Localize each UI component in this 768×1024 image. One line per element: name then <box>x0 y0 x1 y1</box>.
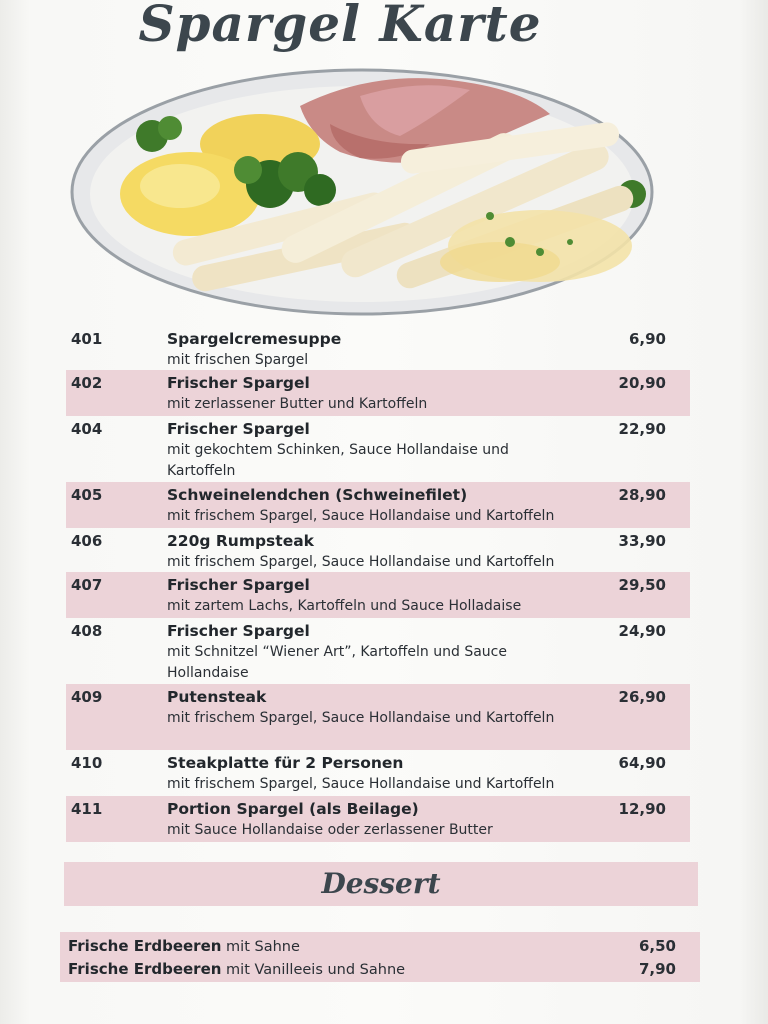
item-price: 64,90 <box>618 754 666 772</box>
item-price: 20,90 <box>618 374 666 392</box>
item-description: mit frischem Spargel, Sauce Hollandaise und Kartoffeln <box>167 554 555 570</box>
item-description: mit gekochtem Schinken, Sauce Hollandaise und Kartoffeln <box>167 442 509 479</box>
item-description: mit frischem Spargel, Sauce Hollandaise und Kartoffeln <box>167 776 555 792</box>
item-price: 33,90 <box>618 532 666 550</box>
menu-item-411 <box>66 796 690 842</box>
item-name: Portion Spargel (als Beilage) <box>167 800 419 818</box>
menu-title: Spargel Karte <box>138 0 542 53</box>
item-price: 28,90 <box>618 486 666 504</box>
dessert-item-price: 7,90 <box>638 960 676 978</box>
item-price: 22,90 <box>618 420 666 438</box>
dessert-item-name: Frische Erdbeeren <box>68 937 222 955</box>
dessert-list <box>60 932 700 982</box>
item-price: 24,90 <box>618 622 666 640</box>
asparagus-dish-image <box>70 66 654 318</box>
item-name: Steakplatte für 2 Personen <box>167 754 404 772</box>
menu-item-401 <box>66 326 690 370</box>
dessert-item-description: mit Vanilleeis und Sahne <box>221 962 406 978</box>
item-name: Frischer Spargel <box>167 622 310 640</box>
dessert-item-description: mit Sahne <box>221 939 300 955</box>
menu-list <box>66 326 690 842</box>
item-name: Schweinelendchen (Schweinefilet) <box>167 486 468 504</box>
item-number: 410 <box>71 754 103 772</box>
menu-item-404 <box>66 416 690 482</box>
menu-item-409 <box>66 684 690 750</box>
item-number: 411 <box>71 800 103 818</box>
item-name: Frischer Spargel <box>167 420 310 438</box>
item-name: 220g Rumpsteak <box>167 532 314 550</box>
item-description: mit zartem Lachs, Kartoffeln und Sauce Holladaise <box>167 598 522 614</box>
menu-item-405 <box>66 482 690 528</box>
item-price: 6,90 <box>628 330 666 348</box>
item-name: Putensteak <box>167 688 267 706</box>
item-name: Frischer Spargel <box>167 576 310 594</box>
item-number: 407 <box>71 576 103 594</box>
item-description: mit frischem Spargel, Sauce Hollandaise und Kartoffeln <box>167 710 555 726</box>
item-number: 409 <box>71 688 103 706</box>
item-number: 402 <box>71 374 103 392</box>
item-number: 401 <box>71 330 103 348</box>
menu-item-408 <box>66 618 690 684</box>
item-number: 404 <box>71 420 103 438</box>
item-description: mit zerlassener Butter und Kartoffeln <box>167 396 428 412</box>
dessert-item-price: 6,50 <box>638 937 676 955</box>
menu-item-402 <box>66 370 690 416</box>
item-name: Frischer Spargel <box>167 374 310 392</box>
item-price: 29,50 <box>618 576 666 594</box>
item-description: mit frischem Spargel, Sauce Hollandaise und Kartoffeln <box>167 508 555 524</box>
item-description: mit frischen Spargel <box>167 352 309 368</box>
item-description: mit Sauce Hollandaise oder zerlassener Butter <box>167 822 493 838</box>
menu-item-406 <box>66 528 690 572</box>
item-number: 405 <box>71 486 103 504</box>
menu-item-410 <box>66 750 690 796</box>
item-number: 406 <box>71 532 103 550</box>
item-number: 408 <box>71 622 103 640</box>
dessert-item <box>60 935 700 958</box>
item-description: mit Schnitzel “Wiener Art”, Kartoffeln und Sauce Hollandaise <box>167 644 507 681</box>
item-price: 26,90 <box>618 688 666 706</box>
dessert-heading: Dessert <box>64 862 698 906</box>
item-price: 12,90 <box>618 800 666 818</box>
menu-item-407 <box>66 572 690 618</box>
item-name: Spargelcremesuppe <box>167 330 342 348</box>
dessert-item-name: Frische Erdbeeren <box>68 960 222 978</box>
dessert-item <box>60 958 700 981</box>
